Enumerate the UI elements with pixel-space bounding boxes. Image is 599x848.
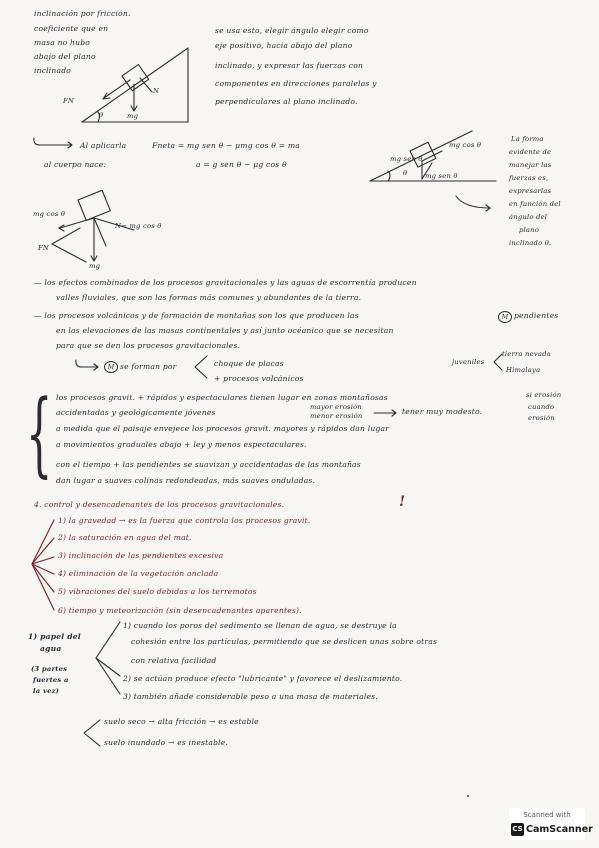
block1-right-line-3: inclinado, y expresar las fuerzas con [215,61,364,70]
watermark-scanned-with: Scanned with [523,811,571,819]
fig2-mg-sen-bottom-label: mg sen θ [425,172,458,180]
para4-note-result: tener muy modesto. [402,407,483,416]
block1-right-line-1: se usa esto, elegir ángulo elegir como [215,26,369,35]
para4-note-right-2: cuando [528,403,555,411]
section4-fan-arrows [28,514,58,614]
m-circle-symbol-1: M [498,311,512,323]
para1-line-1: — los efectos combinados de los procesos gravitacionales y las aguas de escorrentía producen [34,278,417,287]
arrow-label-2: al cuerpo nace: [44,160,107,169]
para2-line-1: — los procesos volcánicos y de formación de montañas son los que producen las [34,311,359,320]
section4-item-6: 6) tiempo y meteorización (sin desencadenantes aparentes). [58,606,302,615]
ink-dot [467,795,469,797]
right-note-line-9: inclinado θ. [509,239,552,247]
camscanner-watermark [509,808,593,840]
para4-line-4: a movimientos graduales abajo + ley y menos espectaculares. [56,440,307,449]
papel-sublabel-line-3: la vez) [33,687,60,695]
para4-line-5: con el tiempo + las pendientes se suavizan y accidentadas de las montañas [56,460,361,469]
block1-right-line-4: componentes en direcciones paralelas y [215,79,377,88]
block1-left-line-4: abajo del plano [34,52,96,61]
fig1-mg-label: mg [127,112,139,120]
para3-lead: se forman por [120,362,177,371]
section4-exclamation: ! [399,494,406,510]
fig3-mg-label: mg [89,262,101,270]
para3-option-2: + procesos volcánicos [214,374,304,383]
block1-left-line-1: inclinación por fricción. [34,9,131,18]
arrow-label-1: Al aplicarla [80,141,127,150]
section4-item-1: 1) la gravedad → es la fuerza que controla los procesos gravit. [58,516,311,525]
equation-1: Fneta = mg sen θ − μmg cos θ = ma [152,141,300,150]
para4-note-mid-1: mayor erosión [310,403,362,411]
fig2-mg-sen-label: mg sen θ [390,155,423,163]
right-note-line-3: manejar las [509,161,552,169]
papel-sublabel-line-2: fuertes a [33,676,69,684]
m-circle-symbol-2: M [104,361,118,373]
section4-item-5: 5) vibraciones del suelo debidas a los terremotos [58,587,257,596]
para4-brace: { [26,380,53,487]
papel-line-1: 1) cuando los poros del sedimento se llenan de agua, se destruye la [123,621,397,630]
fig3-mg-cos-label: mg cos θ [33,210,66,218]
right-note-line-7: ángulo del [509,213,548,221]
camscanner-logo-icon: CS [511,823,524,836]
para4-note-arrow [372,408,400,418]
fig3-fn-label: FN [38,244,50,252]
right-note-line-4: fuerzas es, [509,174,549,182]
section4-item-3: 3) inclinación de las pendientes excesiva [58,551,224,560]
papel-sublabel-line-1: (3 partes [31,665,68,673]
papel-line-2: cohesión entre las partículas, permitiendo que se deslicen unas sobre otras [131,637,438,646]
papel-line-5: 3) también añade considerable peso a una masa de materiales. [123,692,378,701]
right-note-line-1: La forma [511,135,544,143]
right-note-line-6: en función del [509,200,561,208]
right-note-line-8: plano [519,226,540,234]
para2-line-2: en las elevaciones de las masas continentales y así junto océanico que se necesitan [56,326,394,335]
final-branch-arrows [80,716,102,750]
block1-left-line-3: masa no hubo [34,38,91,47]
para3-right-arrows [492,352,504,372]
para2-end-word: pendientes [514,311,559,320]
para1-line-2: valles fluviales, que son las formas más comunes y abundantes de la tierra. [56,293,362,302]
fig1-n-label: N [153,87,160,95]
arrow-hook-2 [74,358,104,372]
para4-line-2: accidentadas y geológicamente jóvenes [56,408,216,417]
para3-branch-arrow [193,354,209,380]
block1-left-line-5: inclinado [34,66,72,75]
papel-label-line-1: 1) papel del [28,632,81,641]
papel-line-4: 2) se actúan produce efecto "lubricante" y favorece el deslizamiento. [123,674,403,683]
para3-option-1: choque de placas [214,359,284,368]
para4-note-right-1: si erosión [526,391,562,399]
para3-right-top: tierra nevada [502,350,551,358]
fig2-theta-label: θ [403,169,408,177]
para4-note-mid-2: menor erosión [310,412,363,420]
section4-item-4: 4) eliminación de la vegetación anclada [58,569,219,578]
fig3-n-label: N= mg cos θ [115,222,162,230]
section4-title: 4. control y desencadenantes de los procesos gravitacionales. [34,500,285,509]
block1-right-line-2: eje positivo, hacia abajo del plano [215,41,353,50]
right-note-line-2: evidente de [509,148,552,156]
watermark-brand-name: CamScanner [526,824,593,835]
papel-label-line-2: agua [40,644,62,653]
fig2-mg-cos-label: mg cos θ [449,141,482,149]
final-line-2: suelo inundado → es inestable. [104,738,229,747]
block1-right-line-5: perpendiculares al plano inclinado. [215,97,358,106]
para3-right-mid: juveniles [452,358,485,366]
section4-item-2: 2) la saturación en agua del mat. [58,533,192,542]
fig1-theta-label: θ [99,111,104,119]
final-line-1: suelo seco → alta fricción → es estable [104,717,259,726]
para4-note-right-3: erosión [528,414,555,422]
para4-line-6: dan lugar a suaves colinas redondeadas, más suaves onduladas. [56,476,316,485]
equation-2: a = g sen θ − μg cos θ [196,160,287,169]
para4-line-1: los procesos gravit. + rápidos y espectaculares tienen lugar en zonas montañosas [56,393,388,402]
papel-line-3: con relativa facilidad [131,656,217,665]
block1-left-line-2: coeficiente que en [34,24,109,33]
para4-line-3: a medida que el paisaje envejece los procesos gravit. mayores y rápidos dan lugar [56,424,390,433]
para3-right-bottom: Himalaya [506,366,541,374]
right-note-line-5: expresarlas [509,187,552,195]
fig1-fn-label: FN [63,97,75,105]
arrow-hook-1 [32,136,76,150]
para2-line-3: para que se den los procesos gravitacionales. [56,341,241,350]
papel-branch-arrows [92,618,122,698]
arrow-to-note [454,194,494,214]
